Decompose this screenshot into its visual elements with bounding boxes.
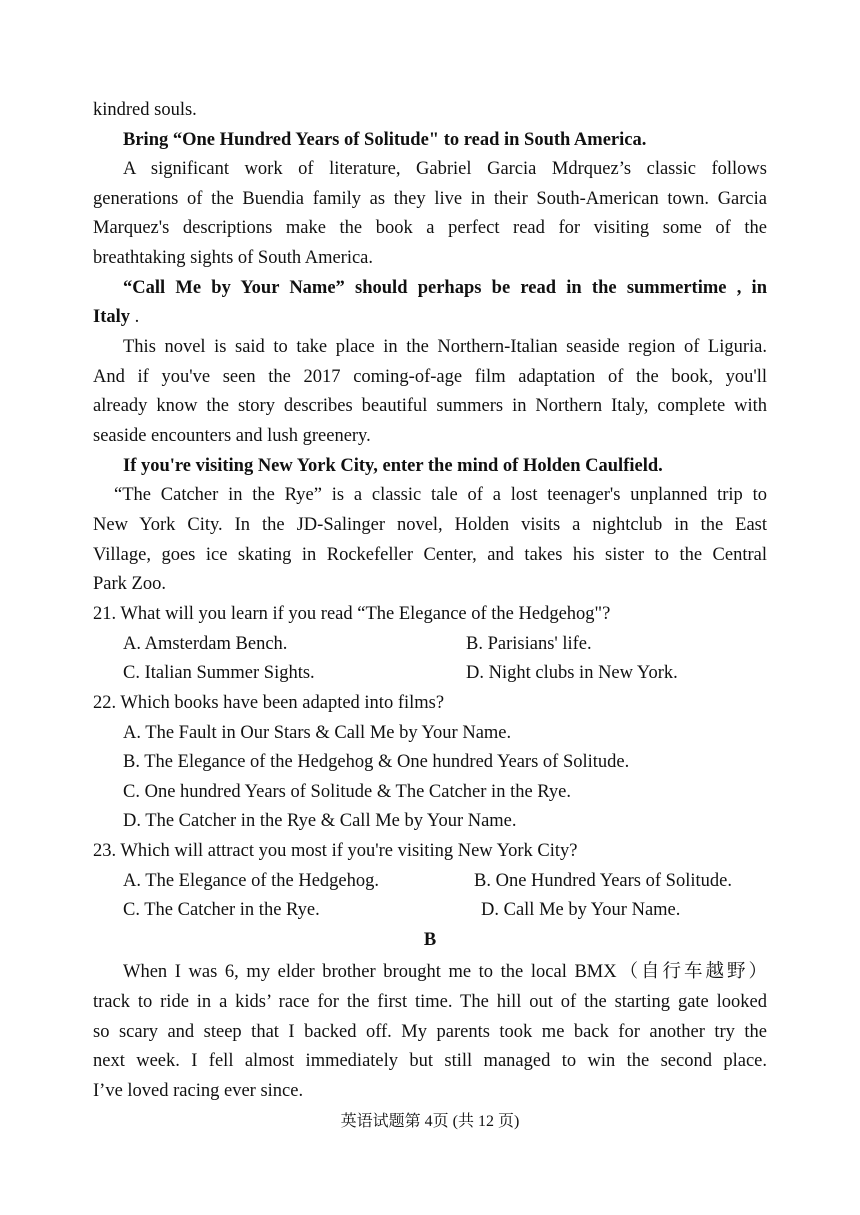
passage-line: And if you've seen the 2017 coming-of-age film adaptation of the book, you'll: [93, 367, 767, 387]
q21-option-d[interactable]: D. Night clubs in New York.: [466, 663, 678, 683]
passage-line: Marquez's descriptions make the book a perfect read for visiting some of the: [93, 218, 767, 238]
passage-line: This novel is said to take place in the Northern-Italian seaside region of Liguria.: [123, 337, 767, 357]
section-heading-call-me: “Call Me by Your Name” should perhaps be read in the summertime , in: [123, 278, 767, 298]
passage-line: Village, goes ice skating in Rockefeller Center, and takes his sister to the Central: [93, 545, 767, 565]
q22-option-d[interactable]: D. The Catcher in the Rye & Call Me by Your Name.: [123, 811, 517, 831]
section-heading-catcher: If you're visiting New York City, enter the mind of Holden Caulfield.: [123, 456, 663, 476]
passage-line: so scary and steep that I backed off. My parents took me back for another try the: [93, 1022, 767, 1042]
heading-tail: .: [130, 307, 140, 327]
passage-line: Park Zoo.: [93, 574, 166, 594]
passage-line: seaside encounters and lush greenery.: [93, 426, 371, 446]
passage-line: “The Catcher in the Rye” is a classic tale of a lost teenager's unplanned trip to: [114, 485, 767, 505]
q22-option-b[interactable]: B. The Elegance of the Hedgehog & One hundred Years of Solitude.: [123, 752, 630, 772]
section-b-title: B: [423, 930, 437, 950]
passage-line: next week. I fell almost immediately but still managed to win the second place.: [93, 1051, 767, 1071]
passage-line: New York City. In the JD-Salinger novel, Holden visits a nightclub in the East: [93, 515, 767, 535]
page-footer: 英语试题第 4页 (共 12 页): [340, 1113, 520, 1130]
passage-line: breathtaking sights of South America.: [93, 248, 374, 268]
passage-line: kindred souls.: [93, 100, 197, 120]
passage-line: generations of the Buendia family as they live in their South-American town. Garcia: [93, 189, 767, 209]
q22-option-c[interactable]: C. One hundred Years of Solitude & The Catcher in the Rye.: [123, 782, 571, 802]
q21-option-c[interactable]: C. Italian Summer Sights.: [123, 663, 315, 683]
passage-line: track to ride in a kids’ race for the first time. The hill out of the starting gate looked: [93, 992, 767, 1012]
q23-option-d[interactable]: D. Call Me by Your Name.: [481, 900, 681, 920]
question-21-stem: 21. What will you learn if you read “The Elegance of the Hedgehog"?: [93, 604, 611, 624]
q23-option-b[interactable]: B. One Hundred Years of Solitude.: [474, 871, 732, 891]
q23-option-c[interactable]: C. The Catcher in the Rye.: [123, 900, 320, 920]
q23-option-a[interactable]: A. The Elegance of the Hedgehog.: [123, 871, 379, 891]
q21-option-a[interactable]: A. Amsterdam Bench.: [123, 634, 288, 654]
heading-text: Italy: [93, 307, 130, 327]
passage-line: A significant work of literature, Gabriel Garcia Mdrquez’s classic follows: [123, 159, 767, 179]
question-23-stem: 23. Which will attract you most if you're visiting New York City?: [93, 841, 578, 861]
section-heading-call-me-cont: [93, 302, 767, 332]
question-22-stem: 22. Which books have been adapted into films?: [93, 693, 445, 713]
q21-option-b[interactable]: B. Parisians' life.: [466, 634, 592, 654]
passage-line: I’ve loved racing ever since.: [93, 1081, 304, 1101]
q22-option-a[interactable]: A. The Fault in Our Stars & Call Me by Your Name.: [123, 723, 512, 743]
section-heading-solitude: Bring “One Hundred Years of Solitude" to read in South America.: [123, 130, 647, 150]
passage-line: already know the story describes beautiful summers in Northern Italy, complete with: [93, 396, 767, 416]
passage-line: When I was 6, my elder brother brought me to the local BMX（自行车越野）: [123, 962, 767, 982]
